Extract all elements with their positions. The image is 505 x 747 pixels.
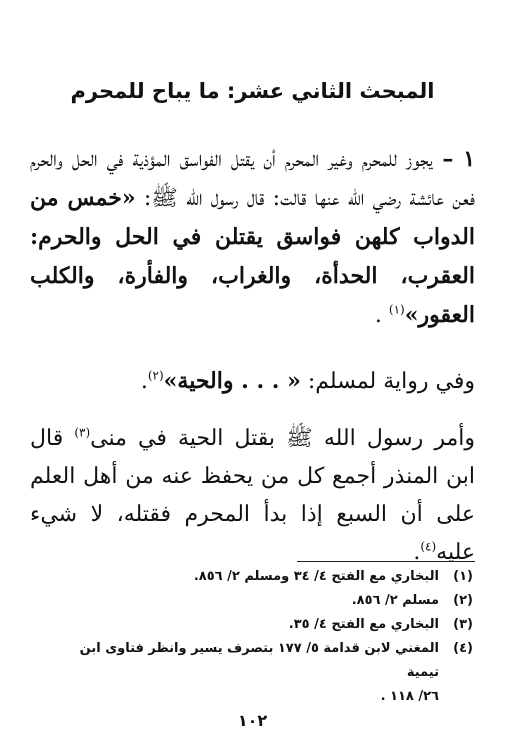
paragraph-text: وأمر رسول الله ﷺ بقتل الحية في منى [90, 426, 475, 451]
footnote-number: (١) [453, 569, 473, 584]
footnote-item [44, 565, 473, 589]
page-number: ١٠٢ [237, 711, 268, 730]
footnote-number: (٣) [453, 617, 473, 632]
footnote-item [44, 637, 473, 685]
hadith-quote: « . . . والحية» [163, 368, 301, 394]
footnote-text: المغني لابن قدامة ٥/ ١٧٧ بتصرف يسير وانظر فتاوى ابن تيمية [79, 641, 439, 680]
footnote-ref: (٣) [74, 425, 91, 440]
footnote-divider [297, 561, 475, 562]
section-heading: المبحث الثاني عشر: ما يباح للمحرم [70, 79, 435, 103]
paragraph-3 [30, 420, 475, 572]
paragraph-text: وفي رواية لمسلم: [300, 369, 475, 394]
paragraph-text: قال ابن المنذر أجمع كل من يحفظ عنه من أهل العلم على أن السبع إذا بدأ المحرم فقتله، لا شيء عليه [30, 426, 475, 565]
paragraph-end: . [374, 303, 389, 328]
paragraph-text: يجوز للمحرم وغير المحرم أن يقتل الفواسق المؤذية في الحل والحرم فعن عائشة رضي الله عنها قالت: قال رسول الله ﷺ: [30, 147, 475, 211]
paragraph-1 [30, 140, 475, 335]
footnote-ref: (٢) [147, 368, 164, 383]
paragraph-end: . [140, 369, 148, 394]
hadith-quote: «خمس من الدواب كلهن فواسق يقتلن في الحل والحرم: العقرب، الحدأة، والغراب، والفأرة، والكلب العقور» [30, 185, 475, 328]
footnote-ref: (٤) [420, 539, 437, 554]
paragraph-number: ١ – [432, 146, 476, 172]
footnote-text: البخاري مع الفتح ٤/ ٣٥. [288, 617, 439, 632]
paragraph-end: . [413, 540, 421, 565]
footnotes [44, 565, 473, 709]
footnote-number: (٤) [453, 641, 473, 656]
footnote-text: البخاري مع الفتح ٤/ ٣٤ ومسلم ٢/ ٨٥٦. [193, 569, 439, 584]
footnote-text: مسلم ٢/ ٨٥٦. [351, 593, 439, 608]
footnote-ref: (١) [388, 302, 405, 317]
paragraph-2 [30, 362, 475, 401]
footnote-item [44, 613, 473, 637]
footnote-number: (٢) [453, 593, 473, 608]
footnote-item [44, 589, 473, 613]
footnote-continuation: ٢٦/ ١١٨ . [380, 689, 439, 704]
